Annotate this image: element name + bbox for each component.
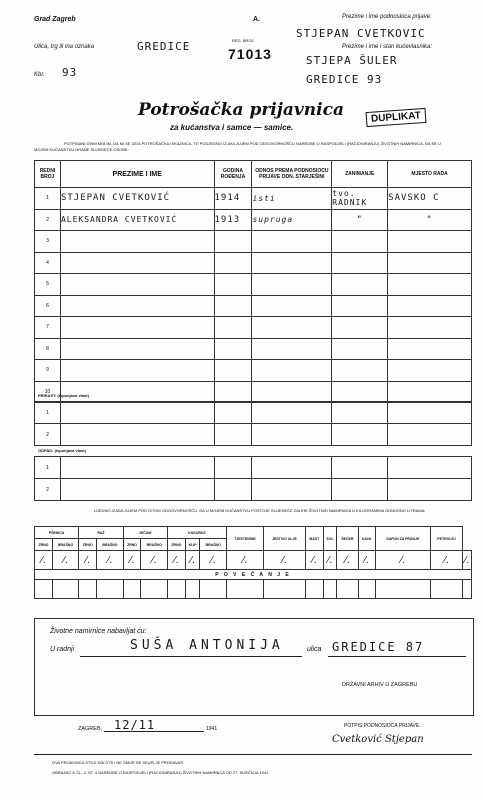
sub-header: ZRNO [123, 539, 141, 551]
row-workplace: SAVSKO C [388, 188, 472, 210]
row-number: 8 [35, 338, 61, 360]
col-header-petroleum: PETROLEJ [431, 527, 463, 551]
table-row [35, 479, 472, 501]
row-number: 1 [35, 457, 61, 479]
date-value: 12/11 [114, 718, 156, 732]
supply-cell: ⁄. [226, 551, 263, 570]
row-number: 6 [35, 295, 61, 317]
city-label: Grad Zagreb [34, 16, 76, 23]
col-header-sugar: ŠEĆER [337, 527, 358, 551]
sub-header: BRAŠNO [141, 539, 167, 551]
sub-header: ZRNO [79, 539, 97, 551]
supply-cell: ⁄. [185, 551, 200, 570]
table-row [35, 457, 472, 479]
supply-cell: ⁄. [263, 551, 305, 570]
table-row [35, 295, 472, 317]
povecanje-label: P O V E Ć A N J E [35, 570, 472, 580]
street-label: Ulica, trg ili ina oznaka [34, 44, 95, 50]
supply-cell: ⁄. [358, 551, 375, 570]
sub-header: BRAŠNO [97, 539, 123, 551]
supply-cell: ⁄. [123, 551, 141, 570]
supply-cell: ⁄. [167, 551, 185, 570]
table-row [35, 360, 472, 382]
archive-stamp: DRŽAVNI ARHIV U ZAGREBU [342, 682, 418, 688]
supply-cell: ⁄. [431, 551, 463, 570]
col-header-salt: SOL [323, 527, 336, 551]
sub-header: ZRNO [35, 539, 53, 551]
row-number: 2 [35, 479, 61, 501]
declaration-text: POTPISANI OVIM MOLIM, DA MI SE IZDA POTROŠAČKA ISKAZNICA, TE PODJEDNO IZJAVLJUJEM POD ODGOVORNOŠĆU NAREDBE O RASPODJELI (RACIONIRANJU) ŽIVOTNIH NAMIRNICA, DA SE U MOJEM KUĆANSTVU HRANE SLIJEDEĆE OSOBE: [34, 141, 441, 152]
col-header-soap: SAPUN ZA PRANJE [375, 527, 431, 551]
supply-cell: ⁄. [462, 551, 471, 570]
landlord-label: Prezime i ime i stan kućevlasnika: [342, 44, 433, 50]
col-header-workplace: MJESTO RADA [388, 161, 472, 188]
supply-cell: ⁄. [141, 551, 167, 570]
shop-underline [80, 656, 302, 657]
shop-street-value: GREDICE 87 [332, 640, 425, 654]
row-year: 1914 [214, 188, 252, 210]
row-number: 1 [35, 188, 61, 210]
place-label: ZAGREB, [78, 726, 103, 732]
supply-cell: ⁄. [97, 551, 123, 570]
street-underline [328, 656, 466, 657]
sub-header: ZRNO [167, 539, 185, 551]
odpad-label: ODPAD: (ispunjava vlast) [38, 448, 86, 453]
row-occupation: " [332, 209, 388, 231]
row-number: 9 [35, 360, 61, 382]
supply-cell: ⁄. [305, 551, 323, 570]
table-row [35, 274, 472, 296]
row-number: 1 [35, 402, 61, 424]
row-number: 2 [35, 209, 61, 231]
sub-header: KLIP [185, 539, 200, 551]
table-row [35, 317, 472, 339]
supply-cell: ⁄. [200, 551, 226, 570]
year-label: 1941 [206, 726, 218, 732]
row-year: 1913 [214, 209, 252, 231]
sub-header: BRAŠNO [52, 539, 78, 551]
row-number: 3 [35, 231, 61, 253]
supplies-declaration: UJEDNO IZJAVLJUJEM POD ISTOM ODGOVORNOŠĆU, DA U MOJEM KUĆANSTVU POSTOJE SLIJEDEĆE ZALIHE ŽIVOTNIH NAMIRNICA U KILOGRAMIMA ODNOSNO LITRAMA: [94, 508, 426, 513]
supply-cell: ⁄. [35, 551, 53, 570]
signature-label: POTPIS PODNOSIOCA PRIJAVE: [344, 723, 421, 729]
form-subtitle: za kućanstva i samce — samice. [170, 123, 294, 132]
row-workplace: " [388, 209, 472, 231]
col-header-lard: MAST [305, 527, 323, 551]
row-relation: isti [252, 188, 332, 210]
table-row [35, 338, 472, 360]
row-number: 2 [35, 424, 61, 446]
col-header-barley: JEČAM [123, 527, 167, 539]
table-row [35, 231, 472, 253]
col-header-corn: KUKURUZ [167, 527, 226, 539]
col-header-name: PREZIME I IME [60, 161, 214, 188]
regulation-note: OBRAZAC K ČL. 2. ST. 4 NAREDBE O RASPODJELI (RACIONIRANJU) ŽIVOTNIH NAMIRNICA OD 27. SIJEČNJA 1941. [52, 770, 270, 775]
col-header-coffee: KAVA [358, 527, 375, 551]
landlord-name: STJEPA ŠULER [306, 54, 398, 67]
shop-street-label: ulica [307, 646, 322, 653]
col-header-year: GODINA ROĐENJA [214, 161, 252, 188]
purchase-label: Životne namirnice nabavljat ću: [50, 628, 147, 635]
col-header-rye: RAŽ [79, 527, 123, 539]
row-number: 4 [35, 252, 61, 274]
kbr-label: Kbr. [34, 72, 45, 78]
sub-header: BRAŠNO [200, 539, 226, 551]
persons-table [34, 160, 472, 403]
col-header-wheat: PŠENICA [35, 527, 79, 539]
row-name: ALEKSANDRA CVETKOVIĆ [60, 209, 214, 231]
reg-number: 71013 [228, 46, 272, 62]
row-relation: supruga [252, 209, 332, 231]
row-occupation: tvo. RADNIK [332, 188, 388, 210]
form-letter: A. [253, 16, 260, 23]
applicant-label: Prezime i ime podnosioca prijave: [342, 14, 432, 20]
supply-cell: ⁄. [79, 551, 97, 570]
shop-label: U radnji [50, 646, 75, 653]
supply-cell: ⁄. [52, 551, 78, 570]
table-row [35, 188, 472, 210]
col-header-relation: ODNOS PREMA PODNOSIOCU PRIJAVE ODN. STARJEŠINI [252, 161, 332, 188]
row-number: 5 [35, 274, 61, 296]
row-number: 10 [35, 381, 61, 403]
applicant-signature: Cvetković Stjepan [332, 734, 424, 745]
prirast-table [34, 401, 472, 446]
prirast-label: PRIRAST: (ispunjava vlast) [38, 393, 89, 398]
supply-cell: ⁄. [337, 551, 358, 570]
odpad-table [34, 456, 472, 501]
table-row [35, 551, 472, 570]
col-header-pasta: TJESTENINE [226, 527, 263, 551]
table-row [35, 381, 472, 403]
landlord-address: GREDICE 93 [306, 73, 383, 86]
col-header-occupation: ZANIMANJE [332, 161, 388, 188]
row-number: 7 [35, 317, 61, 339]
date-underline [104, 731, 204, 732]
price-note: OVA PRIJAVNICA STOJI DIN 0'75 I NE SMIJE SE SKUPLJE PRODAVATI. [52, 760, 185, 765]
duplikat-stamp: DUPLIKAT [366, 108, 427, 127]
footer-divider [34, 754, 472, 755]
table-row [35, 252, 472, 274]
supplies-table [34, 526, 472, 599]
supply-cell: ⁄. [375, 551, 431, 570]
col-header-no: REDNI BROJ [35, 161, 61, 188]
table-row [35, 402, 472, 424]
col-header-oil: JESTIVO ULJE [263, 527, 305, 551]
form-title: Potrošačka prijavnica [138, 100, 344, 120]
kbr-value: 93 [62, 66, 78, 79]
table-row [35, 209, 472, 231]
shop-value: SUŠA ANTONIJA [130, 638, 284, 653]
street-value: GREDICE [137, 40, 191, 53]
row-name: STJEPAN CVETKOVIĆ [60, 188, 214, 210]
table-row [35, 580, 472, 599]
supply-cell: ⁄. [323, 551, 336, 570]
applicant-value: STJEPAN CVETKOVIC [296, 27, 426, 40]
table-row [35, 424, 472, 446]
reg-number-label: REG. BROJ [232, 38, 254, 43]
